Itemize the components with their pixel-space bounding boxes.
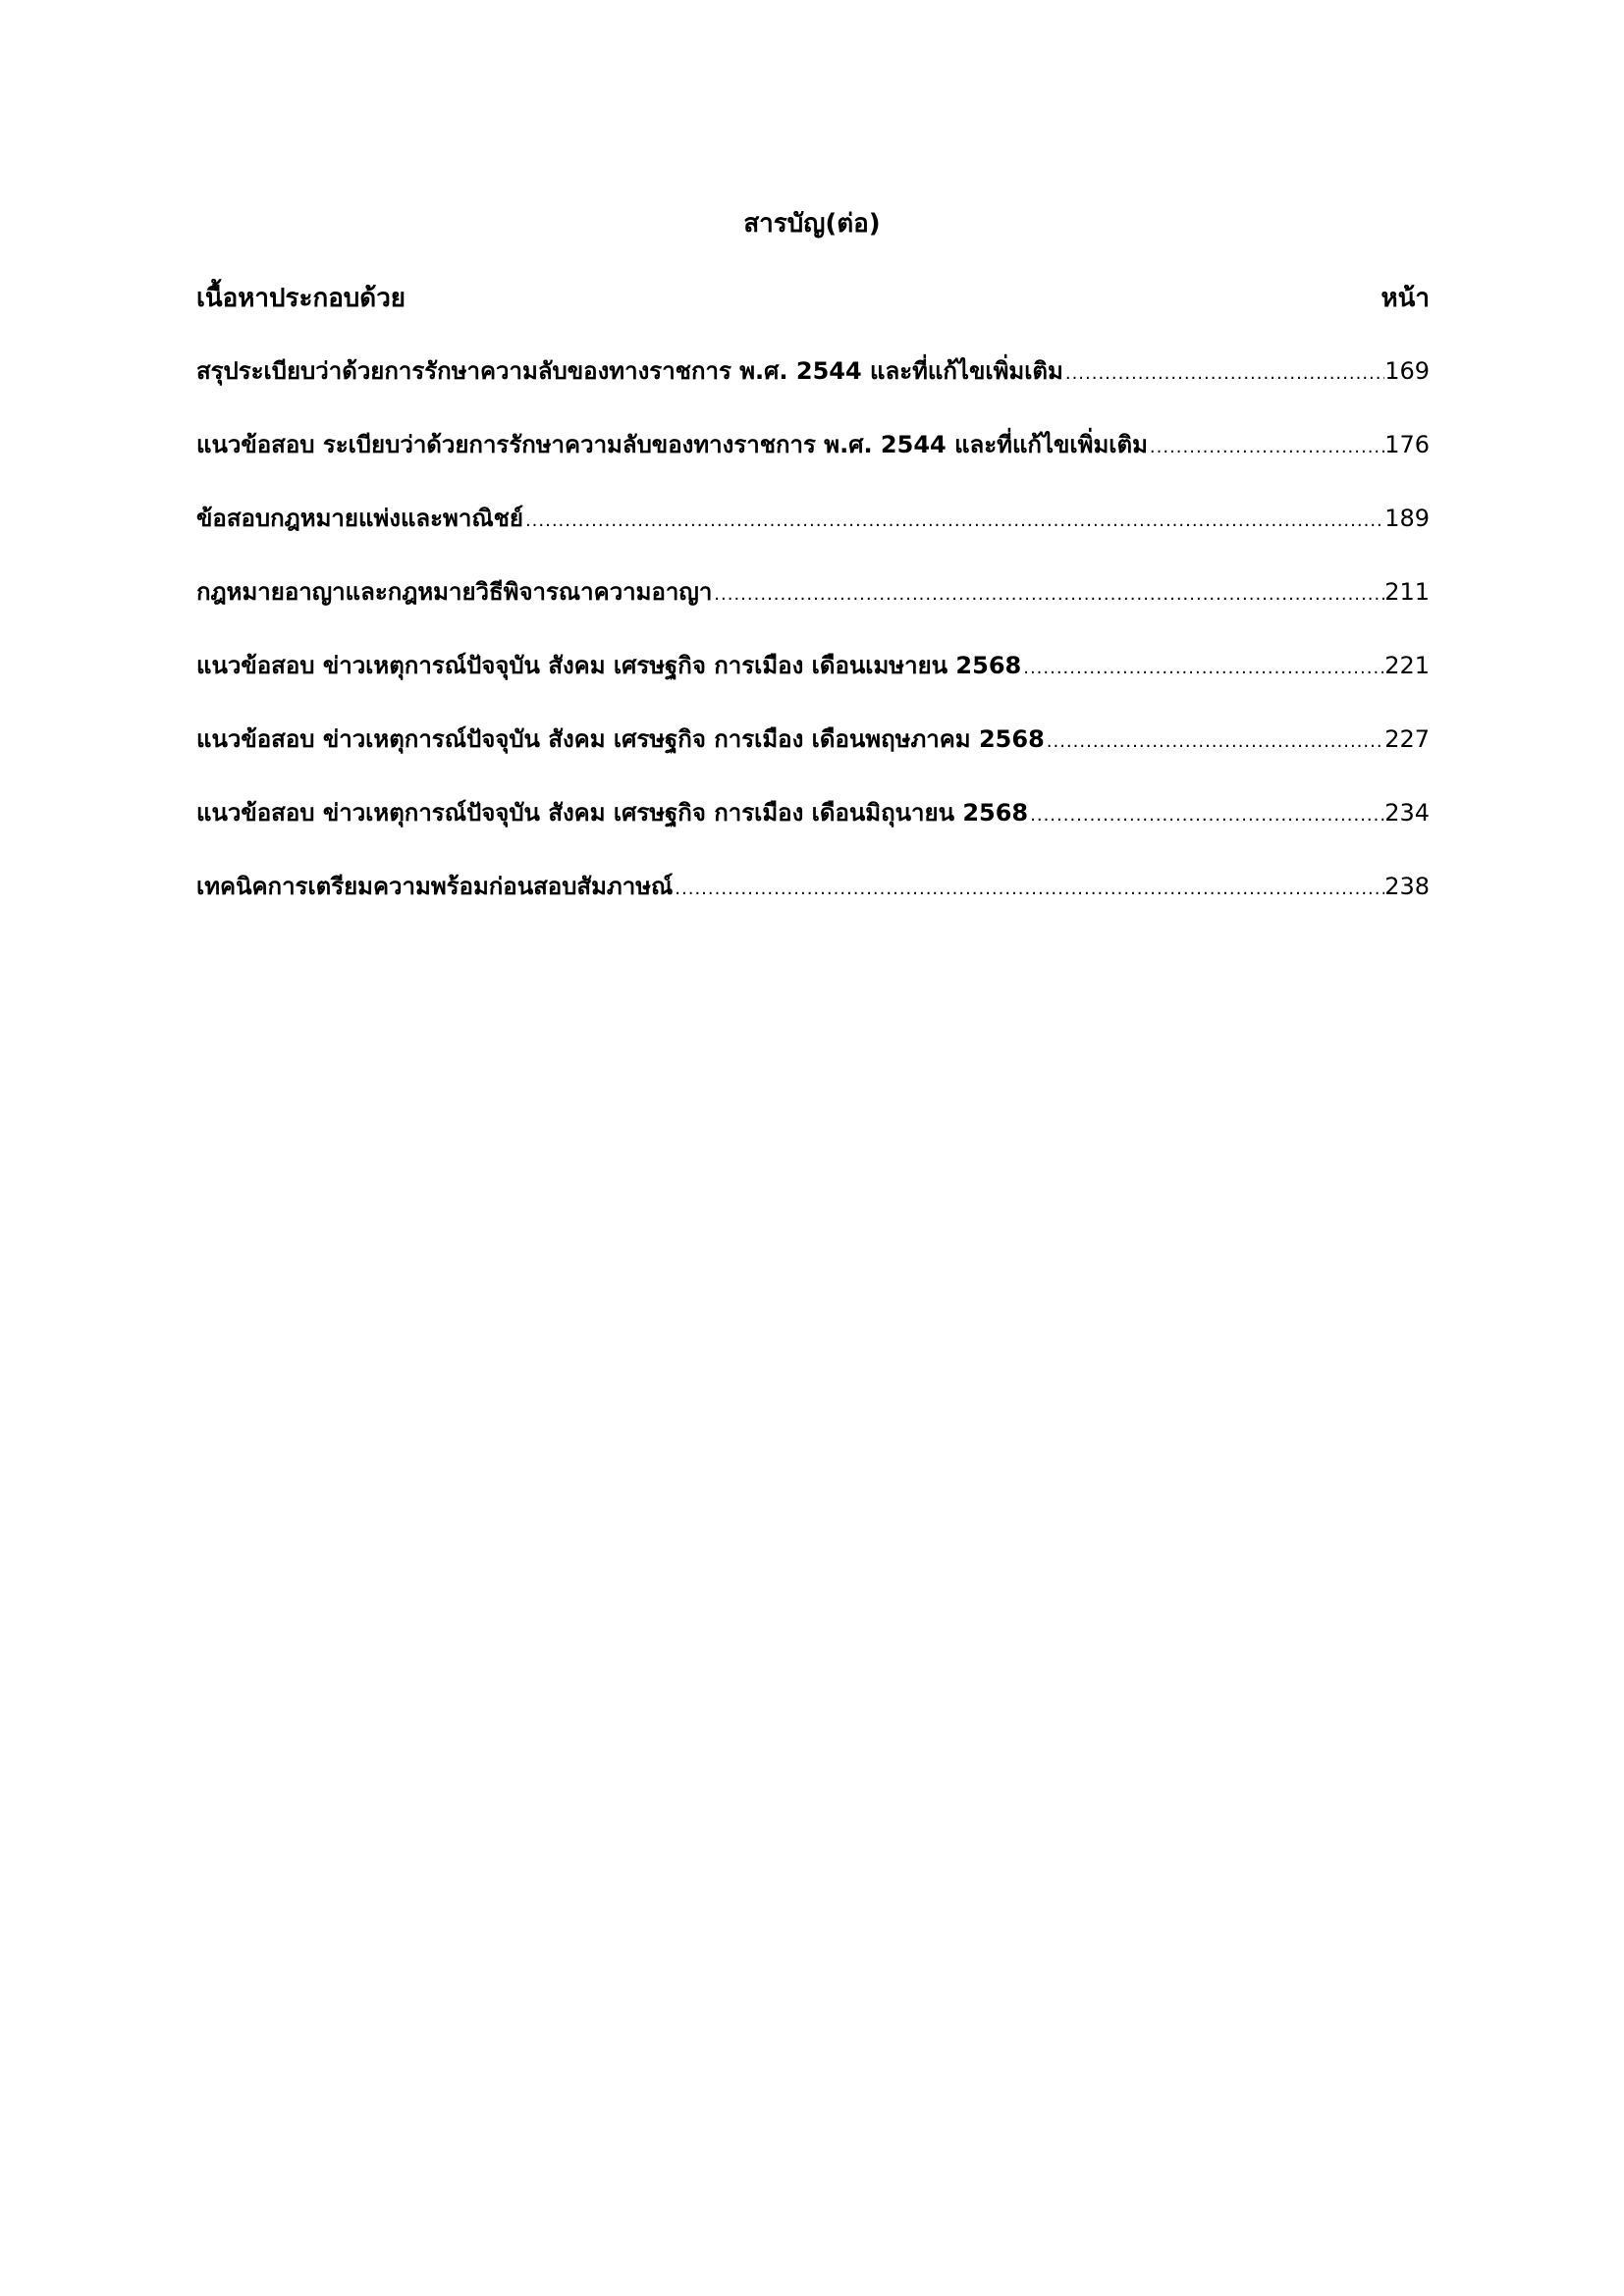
toc-entry-label: แนวข้อสอบ ระเบียบว่าด้วยการรักษาความลับของทางราชการ พ.ศ. 2544 และที่แก้ไขเพิ่มเติม	[196, 431, 1148, 458]
dot-leader	[712, 575, 1384, 614]
dot-leader	[1045, 722, 1384, 762]
toc-entry-label: กฎหมายอาญาและกฎหมายวิธีพิจารณาความอาญา	[196, 578, 713, 606]
toc-entry-label: แนวข้อสอบ ข่าวเหตุการณ์ปัจจุบัน สังคม เศรษฐกิจ การเมือง เดือนพฤษภาคม 2568	[196, 725, 1045, 753]
toc-entry-page: 221	[1384, 652, 1430, 679]
page-title: สารบัญ(ต่อ)	[743, 209, 881, 239]
toc-entry[interactable]	[196, 425, 1430, 499]
toc-entry-label: แนวข้อสอบ ข่าวเหตุการณ์ปัจจุบัน สังคม เศรษฐกิจ การเมือง เดือนมิถุนายน 2568	[196, 799, 1029, 827]
toc-entry[interactable]	[196, 867, 1430, 940]
dot-leader	[1063, 354, 1384, 394]
toc-entry-label: เทคนิคการเตรียมความพร้อมก่อนสอบสัมภาษณ์	[196, 873, 674, 900]
dot-leader	[1021, 649, 1384, 688]
dot-leader	[523, 502, 1384, 541]
toc-entry-page: 176	[1384, 431, 1430, 458]
toc-header	[196, 279, 1430, 318]
toc-list	[196, 351, 1430, 940]
dot-leader	[1148, 428, 1384, 467]
toc-entry-page: 238	[1384, 873, 1430, 900]
toc-header-contents-label: เนื้อหาประกอบด้วย	[196, 284, 406, 313]
toc-entry[interactable]	[196, 351, 1430, 425]
toc-entry-page: 234	[1384, 799, 1430, 827]
toc-entry-page: 169	[1384, 357, 1430, 385]
toc-entry-label: สรุประเบียบว่าด้วยการรักษาความลับของทางราชการ พ.ศ. 2544 และที่แก้ไขเพิ่มเติม	[196, 357, 1063, 385]
toc-entry[interactable]	[196, 646, 1430, 720]
toc-entry-page: 189	[1384, 505, 1430, 532]
dot-leader	[1028, 796, 1384, 835]
toc-entry-page: 211	[1384, 578, 1430, 606]
dot-leader	[673, 870, 1384, 909]
toc-entry-label: แนวข้อสอบ ข่าวเหตุการณ์ปัจจุบัน สังคม เศรษฐกิจ การเมือง เดือนเมษายน 2568	[196, 652, 1022, 679]
toc-entry-label: ข้อสอบกฎหมายแพ่งและพาณิชย์	[196, 505, 523, 532]
toc-entry[interactable]	[196, 720, 1430, 793]
toc-entry[interactable]	[196, 793, 1430, 867]
toc-entry[interactable]	[196, 499, 1430, 572]
toc-entry[interactable]	[196, 572, 1430, 646]
toc-entry-page: 227	[1384, 725, 1430, 753]
toc-header-page-label: หน้า	[1380, 284, 1430, 313]
